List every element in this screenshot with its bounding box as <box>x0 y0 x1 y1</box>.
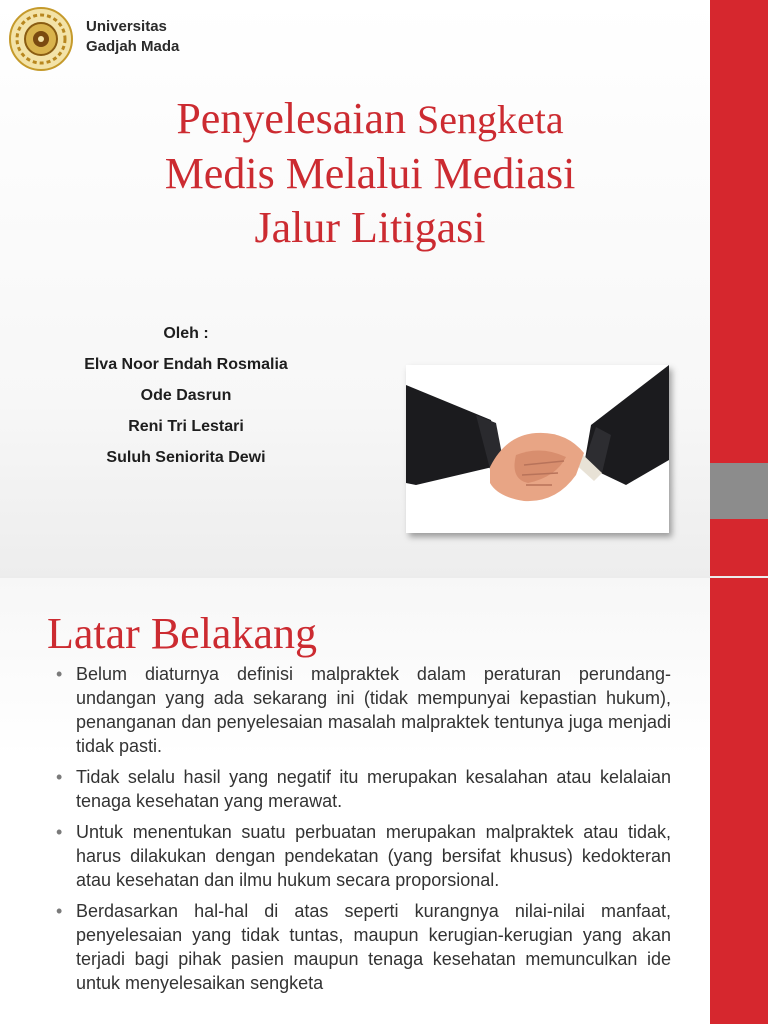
title-line-2: Medis Melalui Mediasi <box>164 149 576 198</box>
list-item <box>56 765 671 813</box>
bullet-text: Berdasarkan hal-hal di atas seperti kurangnya nilai-nilai manfaat, penyelesaian yang tidak tuntas, maupun kerugian-kerugian yang akan terjadi bagi pihak pasien maupun tenaga kesehatan memunculkan ide untuk menyelesaikan sengketa <box>76 901 671 993</box>
title-line-3: Jalur Litigasi <box>254 203 486 252</box>
list-item <box>56 899 671 995</box>
title-line-1 <box>60 92 680 147</box>
bullet-icon: • <box>56 822 63 842</box>
bullet-text: Tidak selalu hasil yang negatif itu merupakan kesalahan atau kelalaian tenaga kesehatan yang merawat. <box>76 767 671 811</box>
title-word-2: Sengketa <box>417 97 564 142</box>
content-slide <box>0 578 768 1024</box>
bullet-text: Untuk menentukan suatu perbuatan merupakan malpraktek atau tidak, harus dilakukan dengan pendekatan (yang bersifat khusus) kedokteran atau kesehatan dan ilmu hukum secara proporsional. <box>76 822 671 890</box>
bullet-icon: • <box>56 767 63 787</box>
list-item <box>56 820 671 892</box>
author-list <box>40 318 332 473</box>
bullet-text: Belum diaturnya definisi malpraktek dalam peraturan perundang-undangan yang ada sekarang ini (tidak mempunyai kepastian hukum), penanganan dan penyelesaian masalah malpraktek tentunya juga menjadi tidak pasti. <box>76 664 671 756</box>
bullet-list <box>56 662 671 1002</box>
slide-title <box>60 92 680 255</box>
bullet-icon: • <box>56 901 63 921</box>
institution-line-2: Gadjah Mada <box>86 38 180 55</box>
author-name: Suluh Seniorita Dewi <box>106 449 266 466</box>
handshake-icon <box>406 365 669 533</box>
bullet-icon: • <box>56 664 63 684</box>
institution-line-1: Universitas <box>86 18 167 35</box>
side-accent-gray-block <box>710 463 768 519</box>
author-name: Reni Tri Lestari <box>128 418 244 435</box>
handshake-photo <box>406 365 669 533</box>
author-name: Elva Noor Endah Rosmalia <box>84 356 288 373</box>
slide-heading: Latar Belakang <box>47 609 317 658</box>
title-word-1: Penyelesaian <box>176 94 407 143</box>
list-item <box>56 662 671 758</box>
author-name: Ode Dasrun <box>140 387 232 404</box>
ugm-seal-icon <box>8 6 74 72</box>
author-label: Oleh : <box>163 325 209 342</box>
side-accent-bar <box>710 578 768 1024</box>
institution-name <box>86 17 179 57</box>
